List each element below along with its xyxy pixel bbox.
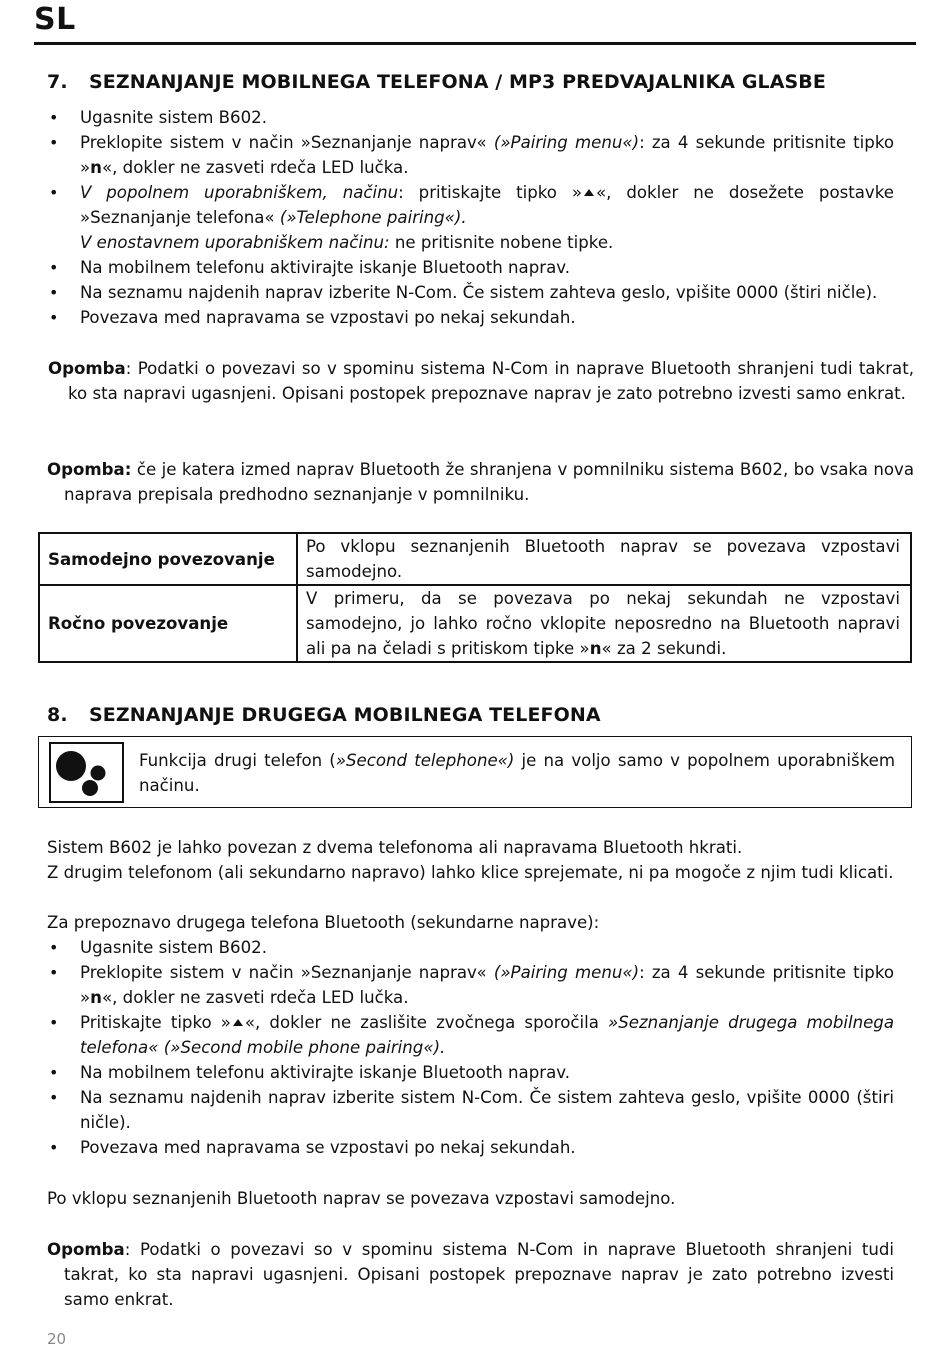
list-item [47,105,894,130]
header-rule [34,42,916,45]
list-item [47,255,894,280]
step-text: Na mobilnem telefonu aktivirajte iskanje Bluetooth naprav. [80,1063,571,1082]
table-cell-label: Samodejno povezovanje [39,533,297,585]
section-8-heading [47,704,601,726]
step-text: ne pritisnite nobene tipke. [389,233,614,252]
step-text: «, dokler ne zasveti rdeča LED lučka. [101,988,409,1007]
step-text: Na seznamu najdenih naprav izberite N-Com. Če sistem zahteva geslo, vpišite 0000 (štiri ničle). [80,283,878,302]
step-text: Pritiskajte tipko » [80,1013,231,1032]
step-text: Preklopite sistem v način »Seznanjanje naprav« [80,963,494,982]
list-item [47,1060,894,1085]
note-text: če je katera izmed naprav Bluetooth že shranjena v pomnilniku sistema B602, bo vsaka nova naprava prepisala predhodno seznanjanje v pomnilniku. [64,460,914,504]
list-item [47,935,894,960]
cell-text: V primeru, da se povezava po nekaj sekundah ne vzpostavi samodejno, jo lahko ročno vklopite neposredno na Bluetooth napravi ali pa na čeladi s pritiskom tipke » [306,589,900,658]
step-text: «, dokler ne zasveti rdeča LED lučka. [101,158,409,177]
note-1 [47,356,914,406]
step-text: Ugasnite sistem B602. [80,938,267,957]
info-box-text [139,748,895,798]
section-8-number: 8. [47,704,68,726]
step-text: Na seznamu najdenih naprav izberite sistem N-Com. Če sistem zahteva geslo, vpišite 0000 (štiri ničle). [80,1088,894,1132]
list-item [47,1010,894,1060]
section-7-number: 7. [47,71,68,93]
step-text: Povezava med napravama se vzpostavi po nekaj sekundah. [80,308,576,327]
step-text: Ugasnite sistem B602. [80,108,267,127]
section-7-title: SEZNANJANJE MOBILNEGA TELEFONA / MP3 PREDVAJALNIKA GLASBE [89,71,826,93]
table-cell-label: Ročno povezovanje [39,585,297,662]
paragraph-line: Z drugim telefonom (ali sekundarno napravo) lahko klice sprejemate, ni pa mogoče z njim tudi klicati. [47,863,894,882]
language-label: SL [34,2,76,37]
table-row [39,533,911,585]
section-8-paragraph-2: Po vklopu seznanjenih Bluetooth naprav se povezava vzpostavi samodejno. [47,1189,676,1208]
step-text: : pritiskajte tipko » [398,183,583,202]
step-text-italic: (»Pairing menu«) [493,133,640,152]
list-item-subtext [47,230,894,255]
step-text: Na mobilnem telefonu aktivirajte iskanje Bluetooth naprav. [80,258,571,277]
note-2 [47,457,914,507]
three-dots-icon [51,744,122,801]
list-item [47,305,894,330]
step-text-italic: (»Pairing menu«) [493,963,640,982]
list-item [47,1085,894,1135]
page-number: 20 [47,1330,67,1348]
step-text-italic: (»Telephone pairing«). [279,208,467,227]
table-cell-value: Po vklopu seznanjenih Bluetooth naprav se povezava vzpostavi samodejno. [297,533,911,585]
list-item [47,280,894,305]
info-text: je na voljo samo v popolnem uporabniškem načinu. [139,751,895,795]
table-cell-value [297,585,911,662]
note-3 [47,1237,894,1312]
section-8-title: SEZNANJANJE DRUGEGA MOBILNEGA TELEFONA [89,704,601,726]
step-text: Preklopite sistem v način »Seznanjanje naprav« [80,133,494,152]
advanced-mode-info-box [38,736,912,808]
section-8-paragraph-1 [47,835,917,885]
key-n: n [589,639,602,658]
section-8-steps [47,935,894,1160]
step-text: : za 4 sekunde pritisnite tipko » [80,963,894,1007]
section-7-heading [47,71,826,93]
list-item [47,960,894,1010]
up-arrow-icon [584,189,594,196]
cell-text: « za 2 sekundi. [601,639,727,658]
note-text: : Podatki o povezavi so v spominu sistema N-Com in naprave Bluetooth shranjeni tudi takrat, ko sta napravi ugasnjeni. Opisani postopek prepoznave naprav je zato potrebno izvesti samo enkrat. [68,359,914,403]
note-label: Opomba [47,1240,125,1259]
up-arrow-icon [233,1019,243,1026]
step-text: «, dokler ne zaslišite zvočnega sporočila [244,1013,608,1032]
note-text: : Podatki o povezavi so v spominu sistema N-Com in naprave Bluetooth shranjeni tudi takrat, ko sta napravi ugasnjeni. Opisani postopek prepoznave naprav je zato potrebno izvesti samo enkrat. [64,1240,894,1309]
key-n: n [90,988,102,1007]
key-n: n [90,158,102,177]
table-row [39,585,911,662]
step-text-italic: »Seznanjanje drugega mobilnega telefona« (»Second mobile phone pairing«). [80,1013,895,1057]
list-item [47,180,894,230]
list-item [47,130,894,180]
step-text: : za 4 sekunde pritisnite tipko » [80,133,894,177]
section-7-steps [47,105,894,330]
note-label: Opomba: [47,460,132,479]
step-text-italic: V popolnem uporabniškem, načinu [80,183,399,202]
info-text-italic: »Second telephone«) [335,751,515,770]
section-8-intro: Za prepoznavo drugega telefona Bluetooth (sekundarne naprave): [47,913,600,932]
paragraph-line: Sistem B602 je lahko povezan z dvema telefonoma ali napravama Bluetooth hkrati. [47,838,743,857]
step-text-italic: V enostavnem uporabniškem načinu: [80,233,390,252]
step-text: Povezava med napravama se vzpostavi po nekaj sekundah. [80,1138,576,1157]
list-item [47,1135,894,1160]
advanced-mode-icon [49,742,124,803]
note-label: Opomba [48,359,126,378]
connection-table [38,532,912,663]
step-text: «, dokler ne dosežete postavke »Seznanjanje telefona« [80,183,894,227]
info-text: Funkcija drugi telefon ( [139,751,336,770]
